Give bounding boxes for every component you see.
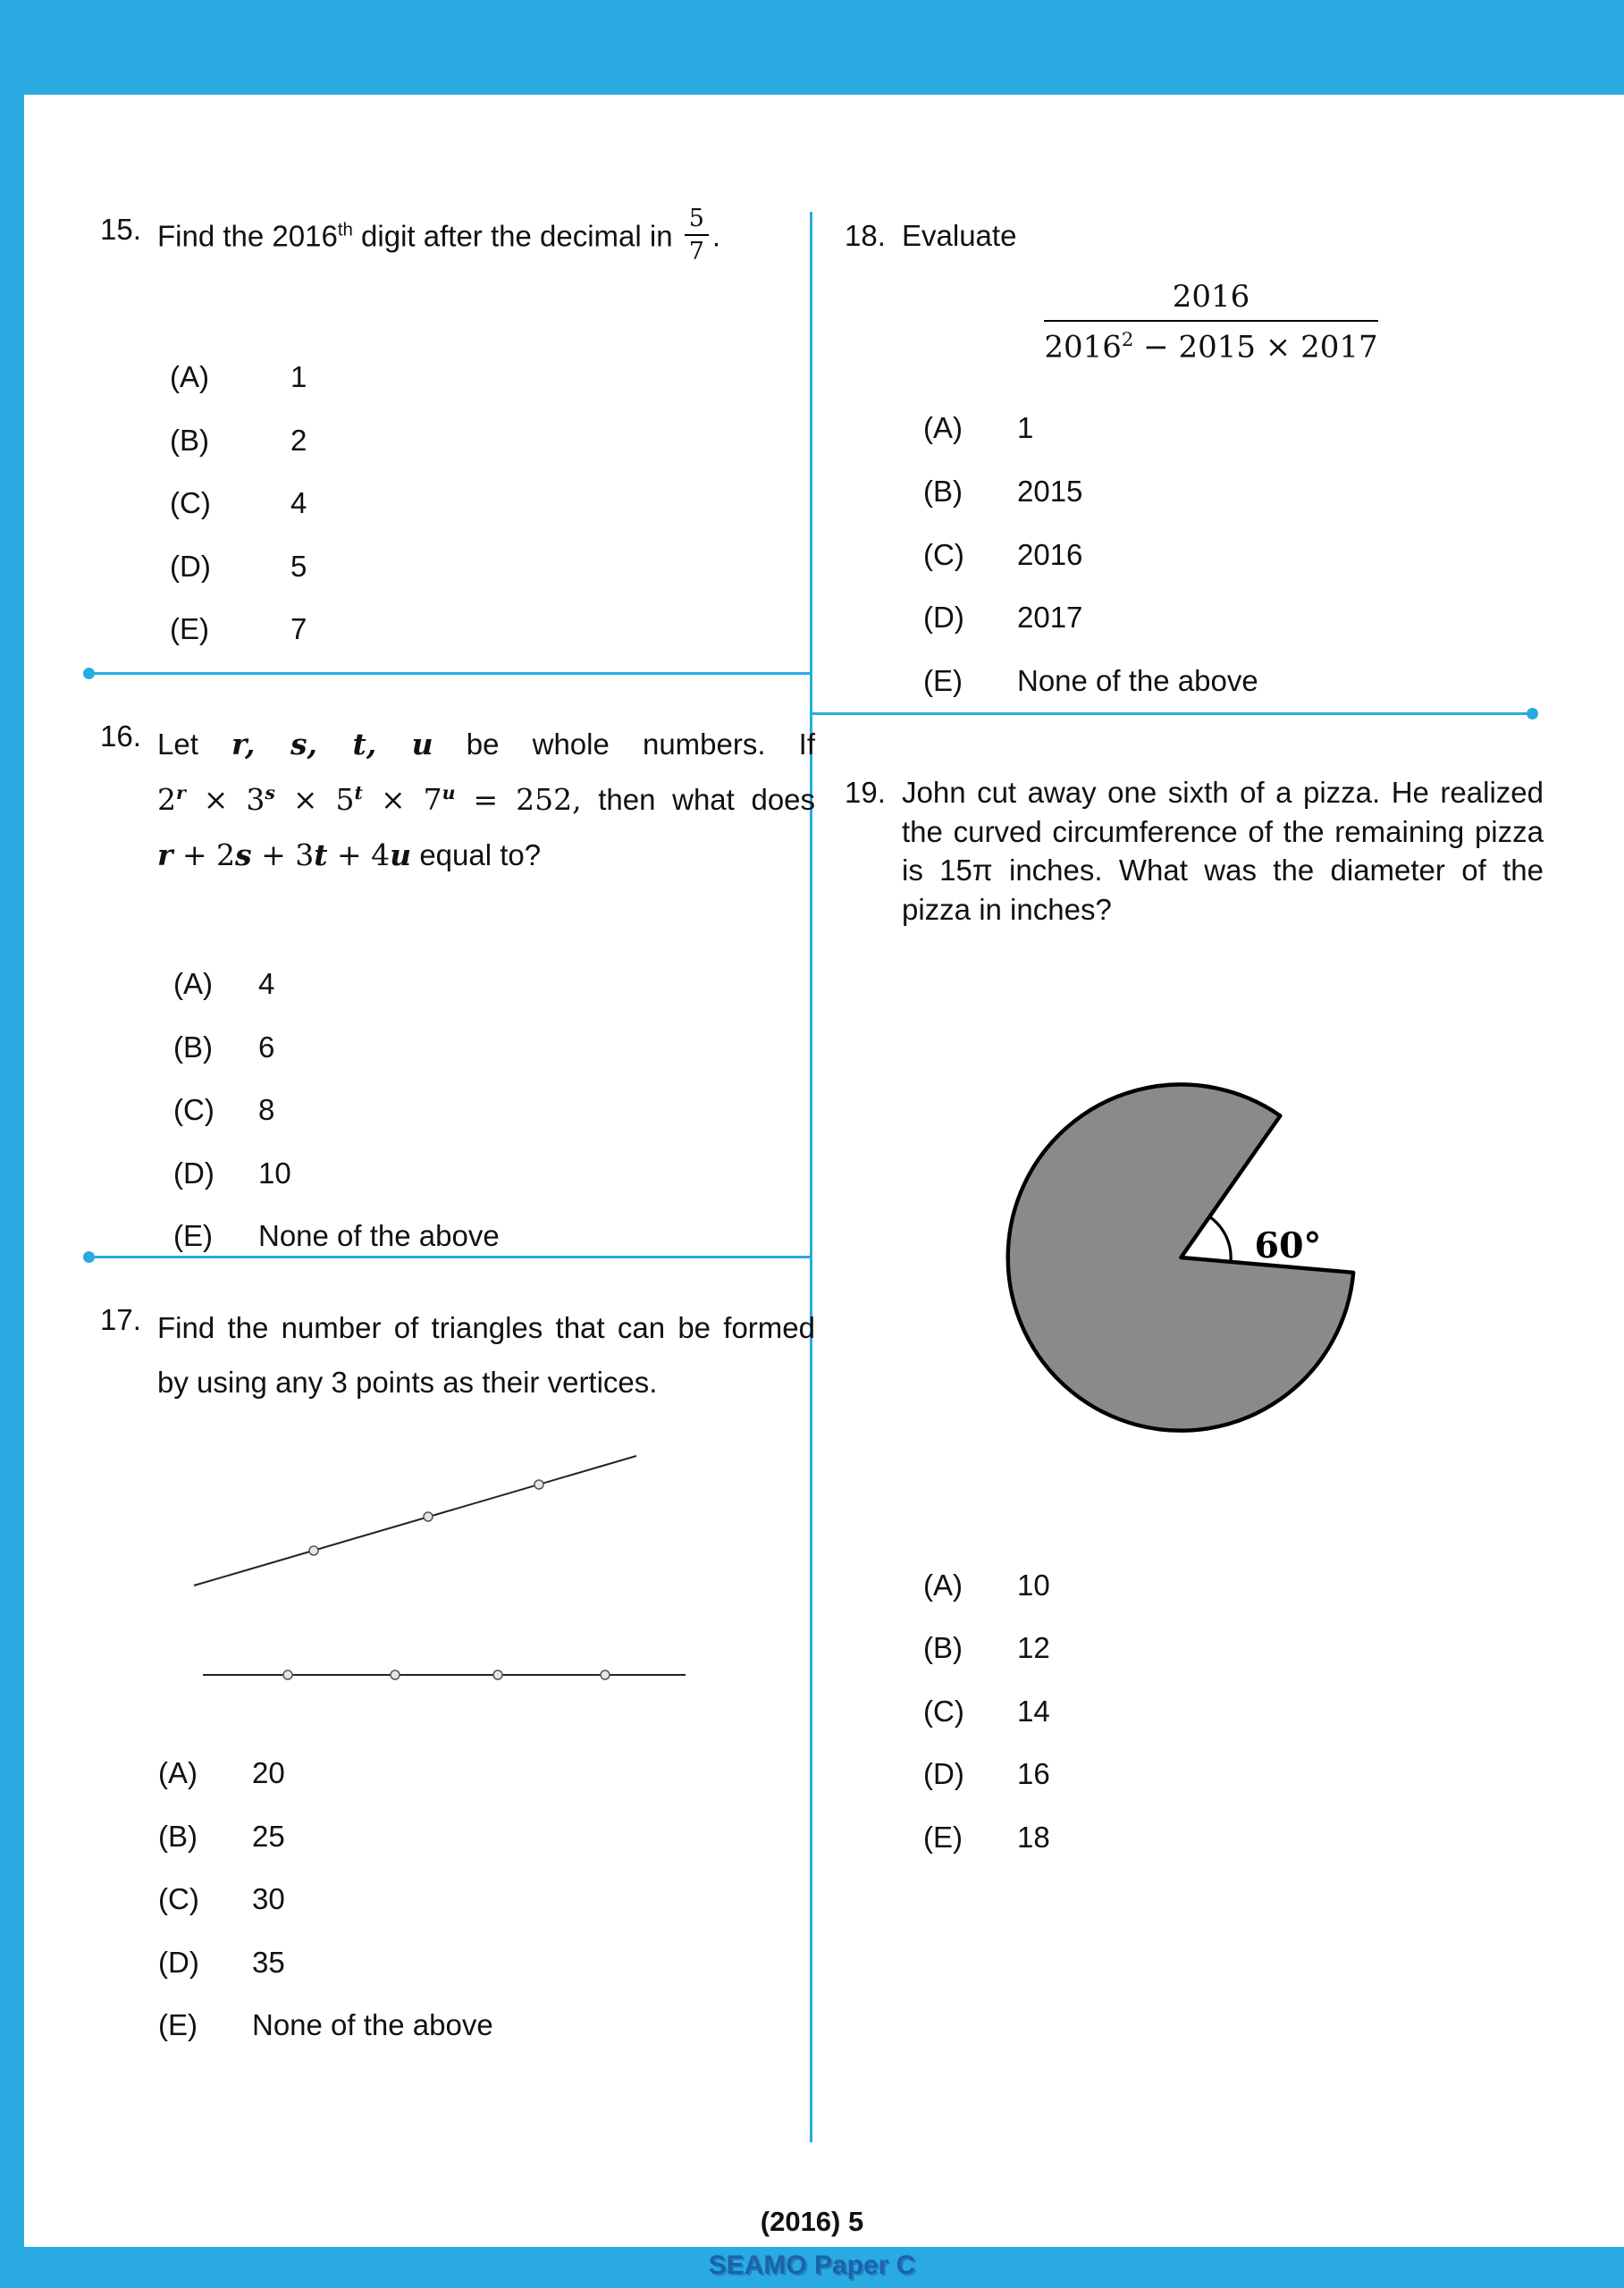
option-label: (C) [173,1093,215,1127]
option-label: (D) [923,1757,964,1791]
option-label: (E) [923,1820,963,1854]
option-row [173,1205,815,1268]
math-exponent: t [354,782,363,804]
question-body [902,216,1551,257]
points-diagram [140,1429,766,1706]
math-token: + 3 [261,837,315,873]
option-row [173,1142,815,1206]
option-row [173,1079,815,1142]
option-label: (B) [923,474,963,508]
point-marker [283,1670,292,1679]
math-token: × [292,782,318,818]
fraction-expression [1044,278,1378,365]
option-row [170,535,815,599]
fraction-denominator: 7 [688,238,704,265]
option-label: (A) [923,411,963,445]
math-exponent: 2 [1121,327,1134,350]
math-expression [157,837,411,872]
option-value: 30 [252,1882,285,1916]
option-row [173,953,815,1016]
math-token: s [235,837,252,873]
option-label: (D) [173,1156,215,1190]
question-text: Evaluate [902,219,1017,252]
option-label: (A) [170,360,209,393]
option-value: 2016 [1017,537,1083,571]
question-text: Let [157,728,198,761]
option-label: (D) [170,549,211,583]
option-value: 5 [290,549,307,583]
question-body [157,205,815,267]
question-text: . [711,219,721,253]
option-label: (D) [923,601,964,635]
option-label: (C) [158,1882,199,1916]
question-text: John cut away one sixth of a pizza. He realized the curved circumference of the remaining pizza is 15π inches. What was the diameter of the pizza in inches? [902,776,1544,926]
option-row [170,598,815,661]
option-value: 10 [258,1156,291,1190]
option-row [173,1016,815,1080]
question-19-text [845,773,1544,929]
question-number: 15. [100,213,141,246]
question-17 [100,1300,815,2057]
option-row [923,1806,1544,1870]
math-token: × [203,782,229,818]
question-text: then what does [598,783,816,817]
option-row [158,1805,815,1869]
question-text: equal to? [419,838,542,872]
question-16-text [100,717,815,883]
fraction-numerator: 2016 [1044,282,1377,322]
fraction-five-sevenths [685,206,709,264]
math-token: u [390,837,412,873]
math-token: 7 [423,782,442,818]
option-row [923,460,1551,524]
question-18-text [845,216,1551,257]
option-label: (C) [923,537,964,571]
question-19 [845,773,1544,1869]
angle-label: 60° [1254,1225,1322,1267]
options-list [170,346,815,661]
question-15-text [100,205,815,267]
option-value: 7 [290,612,307,646]
ordinal-superscript: th [337,219,353,240]
option-label: (B) [173,1030,213,1064]
fraction-numerator: 5 [685,206,709,236]
question-16 [100,717,815,1268]
question-line [157,828,815,883]
question-number: 19. [845,776,886,809]
option-value: 25 [252,1819,285,1853]
math-exponent: r [176,782,186,804]
math-token: 2 [157,782,176,818]
option-row [158,1994,815,2057]
option-label: (A) [923,1568,963,1602]
question-line [157,772,815,828]
question-15 [100,205,815,661]
option-value: 2017 [1017,601,1083,635]
option-value: 20 [252,1756,285,1790]
math-token: 5 [335,782,355,818]
option-row [158,1868,815,1931]
options-list [923,397,1551,712]
option-value: None of the above [252,2008,493,2042]
option-row [158,1931,815,1995]
option-value: 4 [258,967,275,1001]
point-marker [309,1546,318,1555]
question-17-text [100,1300,815,1409]
option-value: None of the above [258,1219,500,1253]
math-variables: r, s, t, u [231,727,433,761]
option-label: (E) [173,1219,213,1253]
point-marker [601,1670,610,1679]
option-row [923,586,1551,650]
option-row [923,650,1551,713]
question-text: be whole numbers. If [466,728,815,761]
option-label: (A) [173,967,213,1001]
option-row [170,346,815,409]
question-number: 17. [100,1303,141,1336]
option-value: 14 [1017,1694,1050,1728]
math-token: + 4 [337,837,391,873]
option-value: 35 [252,1945,285,1979]
option-row [923,1743,1544,1806]
big-fraction-wrap [871,278,1551,367]
option-value: 10 [1017,1568,1050,1602]
fraction-denominator [1044,322,1378,365]
option-value: 16 [1017,1757,1050,1791]
page-number-text: (2016) 5 [734,2202,890,2242]
question-body [157,1300,815,1409]
option-value: 18 [1017,1820,1050,1854]
option-label: (C) [170,486,211,520]
option-label: (A) [158,1756,198,1790]
angle-arc [1209,1217,1231,1262]
option-value: 2 [290,423,307,457]
options-list [923,1554,1544,1870]
footer-brand: SEAMO Paper C [708,2250,916,2280]
math-exponent: u [442,782,456,804]
question-18 [845,216,1551,712]
option-value: 4 [290,486,307,520]
point-marker [424,1512,433,1521]
option-row [923,397,1551,460]
option-label: (B) [158,1819,198,1853]
option-row [923,1617,1544,1680]
question-text: Find the number of triangles that can be formed by using any 3 points as their vertices. [157,1311,815,1400]
option-row [923,1554,1544,1618]
section-divider [87,672,811,675]
section-divider [812,712,1535,715]
option-label: (C) [923,1694,964,1728]
option-label: (E) [923,663,963,697]
option-value: 2015 [1017,474,1083,508]
question-line [157,717,815,772]
option-row [170,409,815,473]
option-label: (E) [158,2008,198,2042]
math-token: − 2015 × 2017 [1133,328,1378,365]
option-value: 12 [1017,1631,1050,1665]
option-row [923,524,1551,587]
option-value: None of the above [1017,663,1258,697]
option-value: 1 [290,360,307,393]
question-text: digit after the decimal in [361,219,673,253]
option-row [158,1742,815,1805]
left-color-strip [0,0,24,2288]
point-marker [534,1480,543,1489]
question-number: 16. [100,719,141,753]
math-token: 2016 [1044,328,1122,365]
pizza-diagram-wrap [845,1061,1544,1465]
option-label: (D) [158,1945,199,1979]
math-token: = 252, [473,782,582,818]
question-number: 18. [845,219,886,252]
options-list [158,1742,815,2057]
point-marker [493,1670,502,1679]
option-label: (B) [170,423,209,457]
point-marker [391,1670,400,1679]
math-token: r [157,837,173,873]
question-body [157,717,815,883]
option-row [170,472,815,535]
math-token: × [380,782,406,818]
option-value: 8 [258,1093,275,1127]
option-row [923,1680,1544,1744]
question-text: Find the 2016 [157,219,338,253]
math-token: 3 [246,782,265,818]
math-token: t [314,837,328,873]
option-value: 6 [258,1030,275,1064]
option-value: 1 [1017,411,1034,445]
option-label: (B) [923,1631,963,1665]
page-number [0,2202,1624,2242]
math-equation [157,782,582,817]
option-label: (E) [170,612,209,646]
pizza-diagram [997,1061,1391,1454]
question-body [902,773,1544,929]
math-token: + 2 [181,837,236,873]
slanted-line [194,1456,636,1586]
top-color-band [0,0,1624,95]
options-list [173,953,815,1268]
math-exponent: s [265,782,275,804]
